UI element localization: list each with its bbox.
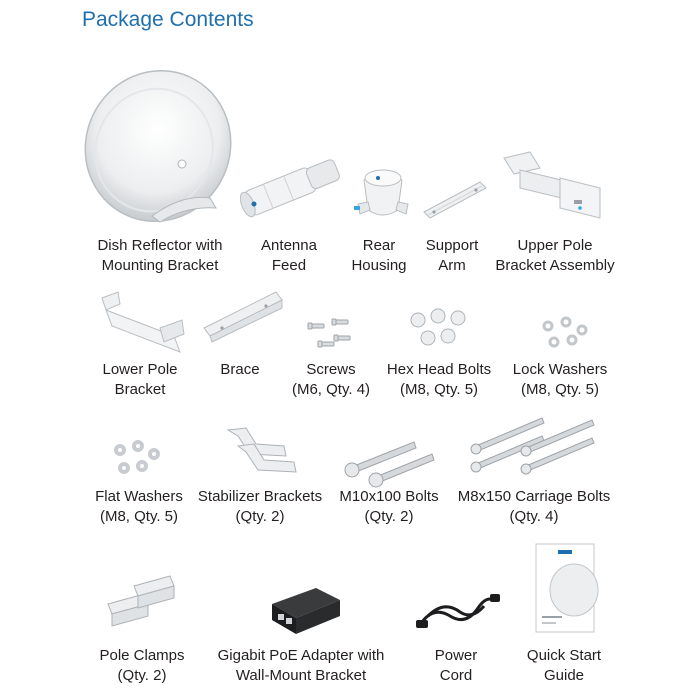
label-hex-head-bolts: Hex Head Bolts (M8, Qty. 5) [386, 361, 492, 398]
label-lock-washers: Lock Washers (M8, Qty. 5) [512, 361, 608, 398]
stabilizer-brackets-icon [224, 424, 304, 484]
flat-washers-icon [108, 440, 168, 480]
label-lower-pole-bracket: Lower Pole Bracket [102, 361, 178, 398]
label-dish-reflector: Dish Reflector with Mounting Bracket [97, 237, 223, 274]
label-upper-pole-bracket: Upper Pole Bracket Assembly [495, 237, 615, 274]
label-antenna-feed: Antenna Feed [261, 237, 317, 274]
label-screws: Screws (M6, Qty. 4) [291, 361, 371, 398]
upper-pole-bracket-icon [500, 148, 610, 228]
label-poe-adapter: Gigabit PoE Adapter with Wall-Mount Bracket [217, 647, 385, 684]
label-brace: Brace [220, 361, 260, 378]
lock-washers-icon [536, 316, 596, 356]
dish-reflector-icon [82, 66, 242, 226]
poe-adapter-icon [266, 578, 346, 638]
lower-pole-bracket-icon [98, 290, 188, 360]
label-pole-clamps: Pole Clamps (Qty. 2) [99, 647, 185, 684]
label-carriage-bolts: M8x150 Carriage Bolts (Qty. 4) [457, 488, 611, 525]
label-power-cord: Power Cord [434, 647, 478, 684]
label-quick-start-guide: Quick Start Guide [526, 647, 602, 684]
hex-head-bolts-icon [404, 306, 474, 356]
quick-start-guide-icon [534, 542, 598, 636]
power-cord-icon [414, 586, 504, 636]
screws-icon [306, 318, 356, 358]
m10x100-bolts-icon [340, 434, 440, 484]
brace-icon [200, 288, 290, 348]
label-rear-housing: Rear Housing [351, 237, 407, 274]
support-arm-icon [420, 176, 490, 226]
label-support-arm: Support Arm [425, 237, 479, 274]
page-title: Package Contents [82, 8, 254, 31]
label-m10x100-bolts: M10x100 Bolts (Qty. 2) [339, 488, 439, 525]
rear-housing-icon [348, 160, 418, 230]
carriage-bolts-icon [466, 412, 606, 482]
label-flat-washers: Flat Washers (M8, Qty. 5) [95, 488, 183, 525]
label-stabilizer-brackets: Stabilizer Brackets (Qty. 2) [197, 488, 323, 525]
antenna-feed-icon [236, 146, 346, 226]
pole-clamps-icon [104, 574, 184, 634]
